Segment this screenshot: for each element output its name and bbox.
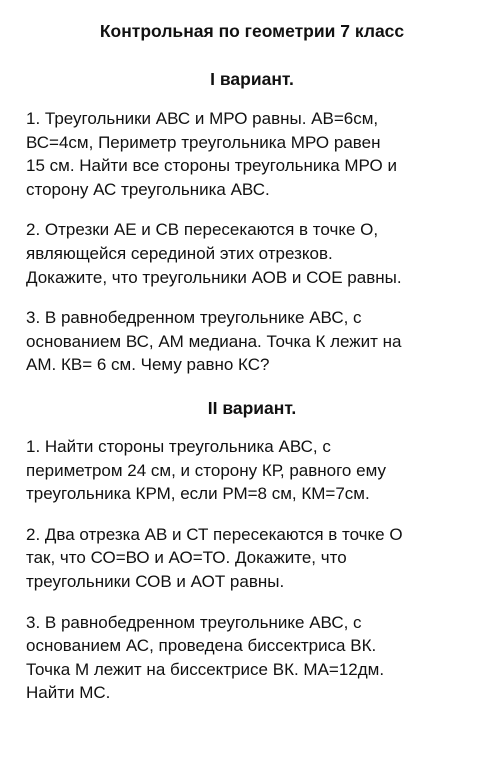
variant-1-heading: I вариант. [210,69,294,89]
variant-2-task-2: 2. Два отрезка АВ и СТ пересекаются в точке О так, что СО=ВО и АО=ТО. Докажите, что треугольники СОВ и АОТ равны. [26,524,403,591]
variant-1-task-1: 1. Треугольники АВС и МРО равны. АВ=6см, ВС=4см, Периметр треугольника МРО равен 15 см. Найти все стороны треугольника МРО и сторону АС треугольника АВС. [26,109,397,199]
variant-1-task-3: 3. В равнобедренном треугольнике АВС, с основанием ВС, АМ медиана. Точка К лежит на АМ. КВ= 6 см. Чему равно КС? [26,308,402,375]
variant-2-task-1: 1. Найти стороны треугольника АВС, с периметром 24 см, и сторону КР, равного ему треугольника КРМ, если РМ=8 см, КМ=7см. [26,436,386,504]
variant-2-task-3: 3. В равнобедренном треугольнике АВС, с основанием АС, проведена биссектриса ВК. Точка М лежит на биссектрисе ВК. МА=12дм. Найти МС. [26,612,385,703]
variant-1-task-2: 2. Отрезки АЕ и СВ пересекаются в точке О, являющейся серединой этих отрезков. Докажите, что треугольники АОВ и СОЕ равны. [26,220,402,287]
variant-2-heading: II вариант. [207,397,297,418]
page-title: Контрольная по геометрии 7 класс [99,21,405,41]
